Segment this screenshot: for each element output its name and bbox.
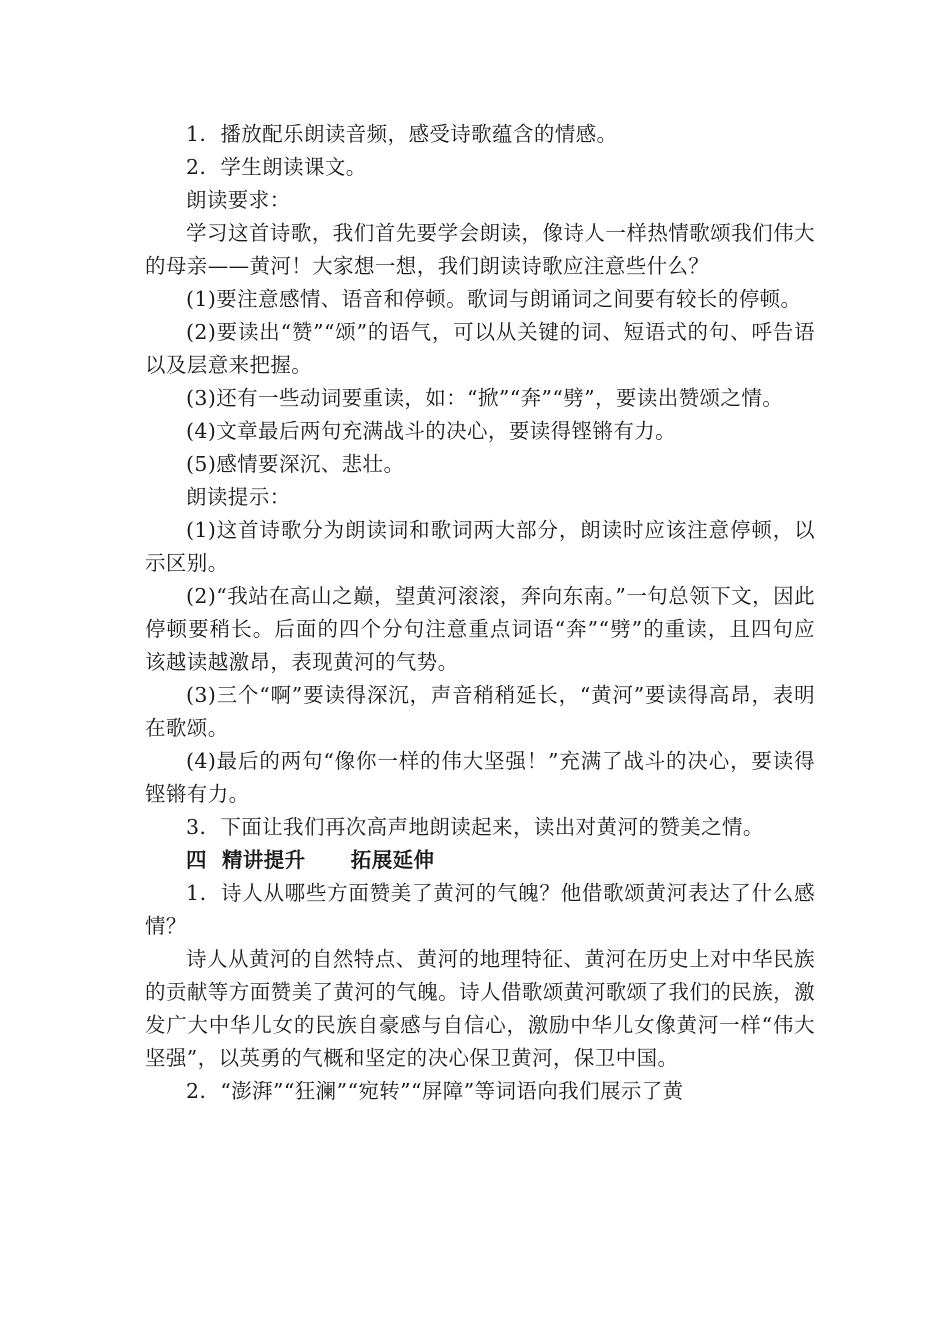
paragraph-requirement-1: (1)要注意感情、语音和停顿。歌词与朗诵词之间要有较长的停顿。: [186, 287, 802, 311]
paragraph-tip-1: (1)这首诗歌分为朗读词和歌词两大部分，朗读时应该注意停顿，以示区别。: [145, 518, 815, 575]
paragraph-requirement-2: (2)要读出“赞”“颂”的语气，可以从关键的词、短语式的句、呼告语以及层意来把握。: [145, 320, 815, 377]
paragraph-answer-1: 诗人从黄河的自然特点、黄河的地理特征、黄河在历史上对中华民族的贡献等方面赞美了黄河的气魄。诗人借歌颂黄河歌颂了我们的民族，激发广大中华儿女的民族自豪感与自信心，激励中华儿女像黄河一样“伟大坚强”，以英勇的气概和坚定的决心保卫黄河，保卫中国。: [145, 947, 815, 1070]
paragraph-step-1: 1．播放配乐朗读音频，感受诗歌蕴含的情感。: [186, 122, 618, 146]
paragraph-question-2: 2．“澎湃”“狂澜”“宛转”“屏障”等词语向我们展示了黄: [186, 1079, 684, 1103]
paragraph-question-1: 1．诗人从哪些方面赞美了黄河的气魄？他借歌颂黄河表达了什么感情？: [145, 881, 815, 938]
paragraph-step-2: 2．学生朗读课文。: [186, 155, 367, 179]
paragraph-tip-2: (2)“我站在高山之巅，望黄河滚滚，奔向东南。”一句总领下文，因此停顿要稍长。后面的四个分句注意重点词语“奔”“劈”的重读，且四句应该越读越激昂，表现黄河的气势。: [145, 584, 815, 674]
paragraph-reading-tips-label: 朗读提示：: [186, 485, 291, 509]
section-heading: 四 精讲提升 拓展延伸: [186, 848, 435, 872]
paragraph-step-3: 3．下面让我们再次高声地朗读起来，读出对黄河的赞美之情。: [186, 815, 764, 839]
paragraph-tip-4: (4)最后的两句“像你一样的伟大坚强！”充满了战斗的决心，要读得铿锵有力。: [145, 749, 815, 806]
paragraph-reading-requirements-label: 朗读要求：: [186, 188, 291, 212]
paragraph-requirement-3: (3)还有一些动词要重读，如：“掀”“奔”“劈”，要读出赞颂之情。: [186, 386, 784, 410]
document-body: [145, 118, 815, 1108]
paragraph-reading-intro: 学习这首诗歌，我们首先要学会朗读，像诗人一样热情歌颂我们伟大的母亲——黄河！大家想一想，我们朗读诗歌应注意些什么？: [145, 221, 815, 278]
paragraph-requirement-4: (4)文章最后两句充满战斗的决心，要读得铿锵有力。: [186, 419, 677, 443]
paragraph-requirement-5: (5)感情要深沉、悲壮。: [186, 452, 405, 476]
paragraph-tip-3: (3)三个“啊”要读得深沉，声音稍稍延长，“黄河”要读得高昂，表明在歌颂。: [145, 683, 815, 740]
